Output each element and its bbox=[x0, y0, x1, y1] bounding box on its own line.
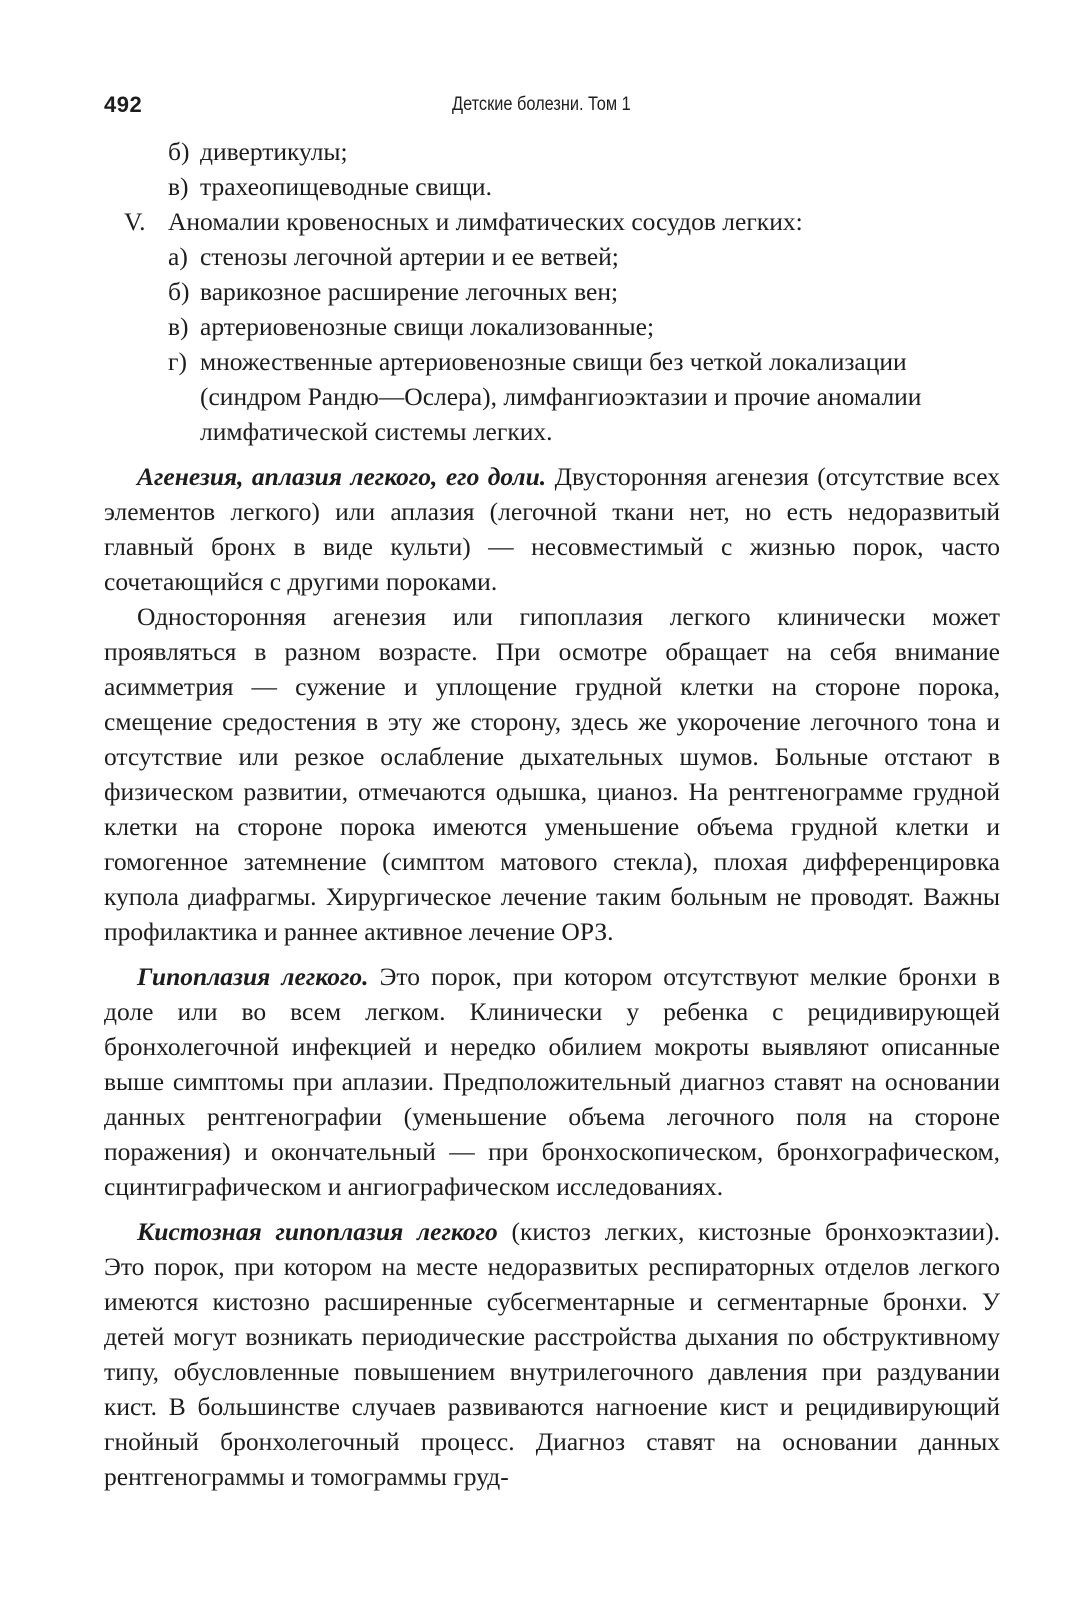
outline-text: дивертикулы; bbox=[200, 137, 348, 166]
paragraph-cystic-hypoplasia bbox=[104, 1214, 1000, 1494]
outline-item-b bbox=[104, 134, 1000, 169]
outline-section-v bbox=[104, 204, 1000, 239]
outline-text: множественные артериовенозные свищи без четкой локализации (синдром Рандю—Ослера), лимфангиоэктазии и прочие аномалии лимфатической системы легких. bbox=[200, 347, 922, 446]
paragraph-hypoplasia bbox=[104, 959, 1000, 1204]
paragraph-lead: Агенезия, аплазия легкого, его доли. bbox=[137, 462, 547, 491]
paragraph-text: Двусторонняя агенезия (отсутствие всех элементов легкого) или аплазия (легочной ткани нет, но есть недоразвитый главный бронх в виде культи) — несовместимый с жизнью порок, часто сочетающийся с другими пороками. bbox=[104, 462, 1000, 596]
outline-marker: в) bbox=[168, 172, 189, 201]
paragraph-text: Это порок, при котором отсутствуют мелкие бронхи в доле или во всем легком. Клинически у ребенка с рецидивирующей бронхолегочной инфекцией и нередко обилием мокроты выявляют описанные выше симптомы при аплазии. Предположительный диагноз ставят на основании данных рентгенографии (уменьшение объема легочного поля на стороне поражения) и окончательный — при бронхоскопическом, бронхографическом, сцинтиграфическом и ангиографическом исследованиях. bbox=[104, 962, 1001, 1201]
outline-item-g bbox=[104, 344, 1000, 449]
outline-text: трахеопищеводные свищи. bbox=[200, 172, 492, 201]
outline-marker: V. bbox=[124, 207, 146, 236]
outline-marker: б) bbox=[168, 137, 190, 166]
running-head bbox=[104, 92, 1000, 124]
paragraph-text: (кистоз легких, кистозные бронхоэктазии). Это порок, при котором на месте недоразвитых респираторных отделов легкого имеются кистозно расширенные субсегментарные и сегментарные бронхи. У детей могут возникать периодические расстройства дыхания по обструктивному типу, обусловленные повышением внутрилегочного давления при раздувании кист. В большинстве случаев развиваются нагноение кист и рецидивирующий гнойный бронхолегочный процесс. Диагноз ставят на основании данных рентгенограммы и томограммы груд- bbox=[104, 1217, 1000, 1491]
classification-outline bbox=[104, 134, 1000, 449]
paragraph-text: Односторонняя агенезия или гипоплазия легкого клинически может проявляться в разном возрасте. При осмотре обращает на себя внимание асимметрия — сужение и уплощение грудной клетки на стороне порока, смещение средостения в эту же сторону, здесь же укорочение легочного тона и отсутствие или резкое ослабление дыхательных шумов. Больные отстают в физическом развитии, отмечаются одышка, цианоз. На рентгенограмме грудной клетки на стороне порока имеются уменьшение объема грудной клетки и гомогенное затемнение (симптом матового стекла), плохая дифференцировка купола диафрагмы. Хирургическое лечение таким больным не проводят. Важны профилактика и раннее активное лечение ОРЗ. bbox=[104, 602, 1000, 946]
outline-marker: г) bbox=[168, 347, 187, 376]
outline-text: стенозы легочной артерии и ее ветвей; bbox=[200, 242, 619, 271]
book-title: Детские болезни. Том 1 bbox=[452, 94, 631, 115]
outline-marker: а) bbox=[168, 242, 188, 271]
outline-item-a bbox=[104, 239, 1000, 274]
outline-marker: б) bbox=[168, 277, 190, 306]
paragraph-agenesis bbox=[104, 459, 1000, 599]
paragraph-lead: Кистозная гипоплазия легкого bbox=[137, 1217, 498, 1246]
outline-text: артериовенозные свищи локализованные; bbox=[200, 312, 655, 341]
page-number: 492 bbox=[104, 92, 143, 117]
outline-item-v bbox=[104, 169, 1000, 204]
page-body bbox=[104, 134, 1000, 1494]
paragraph-lead: Гипоплазия легкого. bbox=[137, 962, 369, 991]
outline-item-b bbox=[104, 274, 1000, 309]
outline-marker: в) bbox=[168, 312, 189, 341]
outline-text: Аномалии кровеносных и лимфатических сосудов легких: bbox=[168, 207, 803, 236]
book-page bbox=[104, 92, 1000, 1494]
outline-text: варикозное расширение легочных вен; bbox=[200, 277, 619, 306]
paragraph-unilateral-agenesis bbox=[104, 599, 1000, 949]
outline-item-v bbox=[104, 309, 1000, 344]
